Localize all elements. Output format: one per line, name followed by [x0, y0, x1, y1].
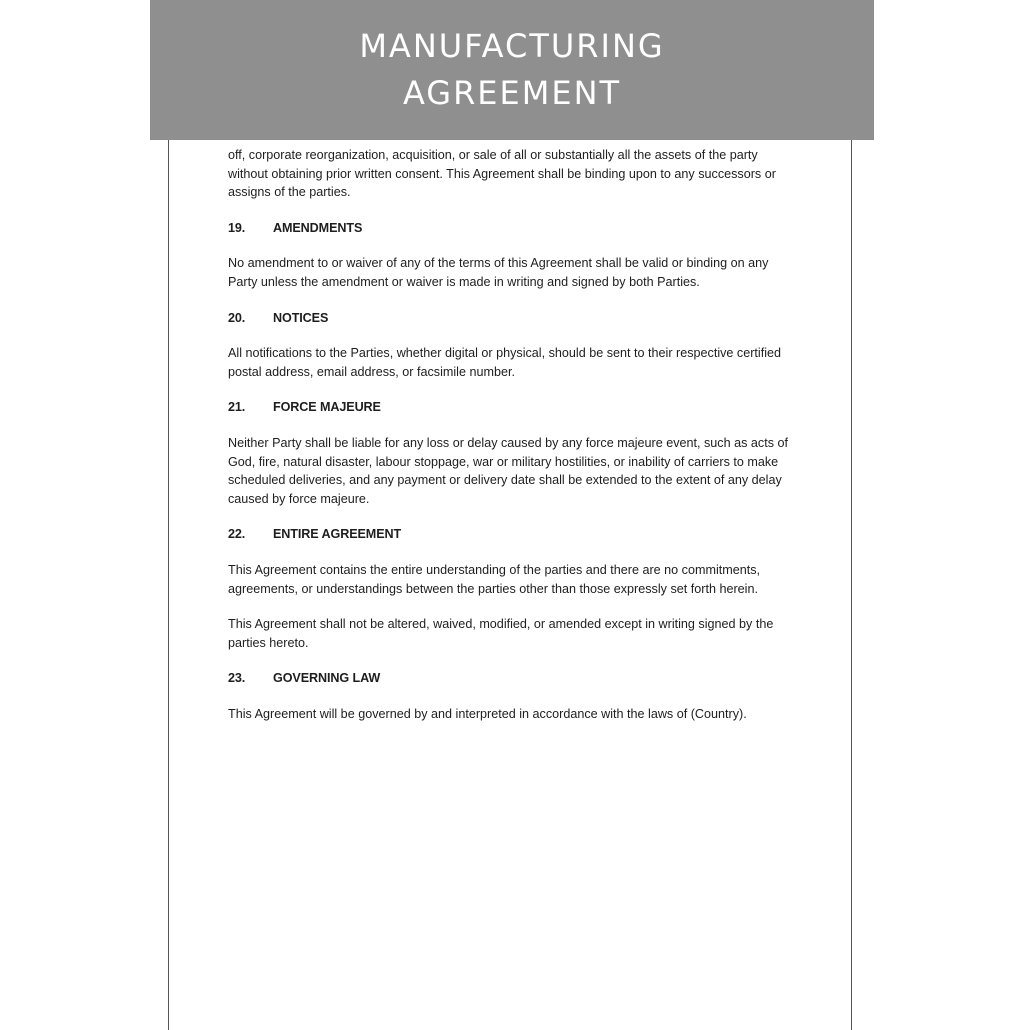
section-heading-force-majeure	[228, 398, 798, 417]
section-paragraph: This Agreement contains the entire understanding of the parties and there are no commitments, agreements, or understandings between the parties other than those expressly set forth herein.	[228, 562, 761, 596]
intro-paragraph: off, corporate reorganization, acquisition, or sale of all or substantially all the assets of the party without obtaining prior written consent. This Agreement shall be binding upon to any successors or assigns of the parties.	[228, 148, 776, 200]
section-title: AMENDMENTS	[273, 220, 363, 235]
section-paragraph: This Agreement shall not be altered, waived, modified, or amended except in writing signed by the parties hereto.	[228, 617, 774, 650]
section-title: NOTICES	[273, 310, 329, 325]
section-title: ENTIRE AGREEMENT	[273, 527, 402, 542]
section-heading-notices	[228, 309, 798, 328]
section-title: GOVERNING LAW	[273, 671, 381, 686]
section-number: 22.	[228, 527, 246, 542]
document-body	[228, 146, 798, 740]
section-title: FORCE MAJEURE	[273, 400, 381, 415]
section-paragraph: All notifications to the Parties, whether digital or physical, should be sent to their respective certified postal address, email address, or facsimile number.	[228, 346, 782, 379]
section-number: 20.	[228, 310, 246, 325]
section-number: 19.	[228, 220, 246, 235]
banner-title-line-2: AGREEMENT	[402, 74, 622, 112]
section-heading-amendments	[228, 219, 798, 238]
section-number: 21.	[228, 400, 246, 415]
section-paragraph: No amendment to or waiver of any of the terms of this Agreement shall be valid or binding on any Party unless the amendment or waiver is made in writing and signed by both Parties.	[228, 256, 769, 289]
section-paragraph: Neither Party shall be liable for any loss or delay caused by any force majeure event, such as acts of God, fire, natural disaster, labour stoppage, war or military hostilities, or inability of carriers to make scheduled deliveries, and any payment or delivery date shall be extended to the extent of any delay caused by force majeure.	[228, 435, 789, 506]
banner-title-line-1: MANUFACTURING	[359, 27, 665, 65]
section-heading-entire-agreement	[228, 525, 798, 544]
title-banner	[150, 0, 874, 140]
section-heading-governing-law	[228, 669, 798, 688]
section-paragraph: This Agreement will be governed by and interpreted in accordance with the laws of (Country).	[228, 706, 747, 721]
section-number: 23.	[228, 671, 246, 686]
